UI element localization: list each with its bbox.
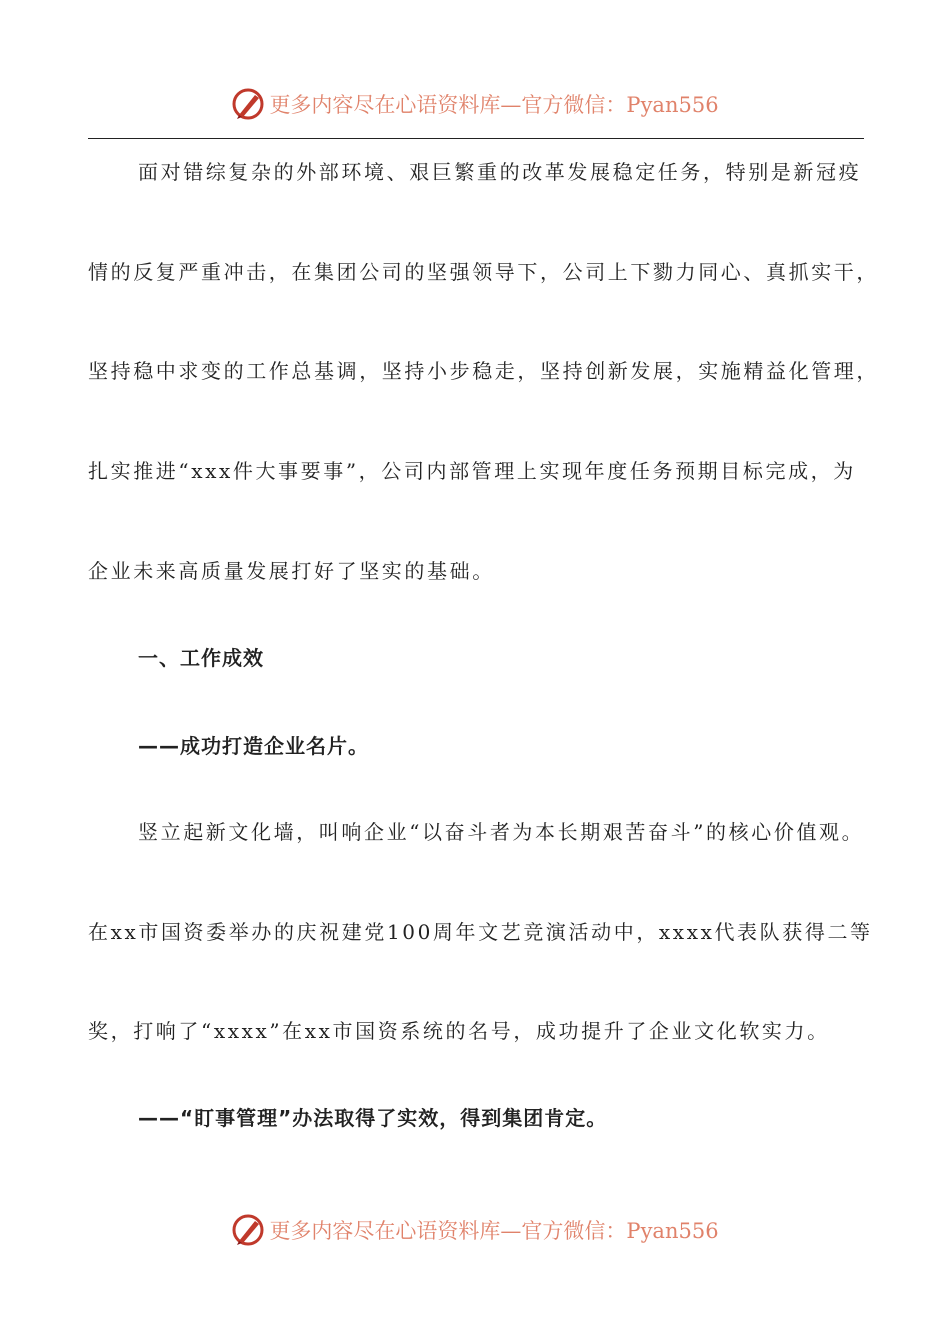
subheading: ——“盯事管理”办法取得了实效，得到集团肯定。 — [138, 1106, 608, 1130]
footer-banner-text: 更多内容尽在心语资料库—官方微信：Pyan556 — [269, 1219, 719, 1243]
paragraph-line: 情的反复严重冲击，在集团公司的坚强领导下，公司上下勠力同心、真抓实干， — [88, 260, 879, 284]
paragraph-line: 坚持稳中求变的工作总基调，坚持小步稳走，坚持创新发展，实施精益化管理， — [88, 359, 879, 383]
footer-banner — [0, 1210, 950, 1250]
paragraph-line: 面对错综复杂的外部环境、艰巨繁重的改革发展稳定任务，特别是新冠疫 — [138, 160, 862, 184]
header-rule — [88, 138, 864, 139]
section-heading: 一、工作成效 — [138, 646, 264, 670]
paragraph-line: 奖，打响了“xxxx”在xx市国资系统的名号，成功提升了企业文化软实力。 — [88, 1019, 830, 1043]
paragraph-line: 扎实推进“xxx件大事要事”，公司内部管理上实现年度任务预期目标完成，为 — [88, 459, 856, 483]
paragraph-line: 企业未来高质量发展打好了坚实的基础。 — [88, 559, 495, 583]
pen-circle-icon — [231, 87, 265, 121]
subheading: ——成功打造企业名片。 — [138, 734, 369, 758]
paragraph-line: 在xx市国资委举办的庆祝建党100周年文艺竞演活动中，xxxx代表队获得二等 — [88, 920, 873, 944]
header-banner — [0, 84, 950, 124]
header-banner-text: 更多内容尽在心语资料库—官方微信：Pyan556 — [269, 93, 719, 117]
pen-circle-icon — [231, 1213, 265, 1247]
paragraph-line: 竖立起新文化墙，叫响企业“以奋斗者为本长期艰苦奋斗”的核心价值观。 — [138, 820, 865, 844]
